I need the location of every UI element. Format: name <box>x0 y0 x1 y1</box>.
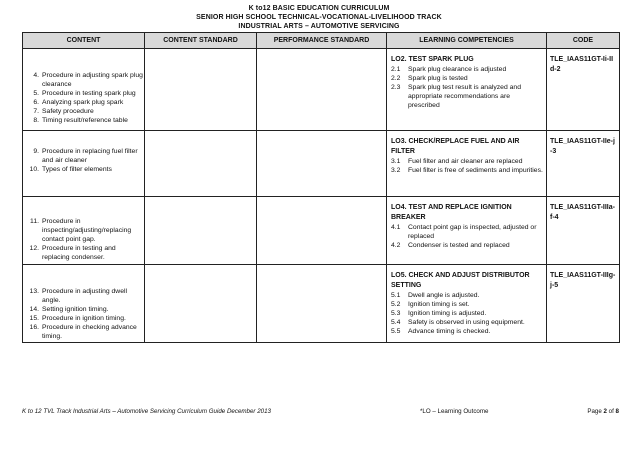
competency-text: Dwell angle is adjusted. <box>408 292 480 299</box>
performance-standard-cell <box>257 131 387 197</box>
header-line-3: INDUSTRIAL ARTS – AUTOMOTIVE SERVICING <box>238 23 400 30</box>
page-total: 8 <box>615 408 619 415</box>
learning-outcome-title: LO3. CHECK/REPLACE FUEL AND AIR FILTER <box>391 138 520 155</box>
learning-outcome-title: LO2. TEST SPARK PLUG <box>391 56 474 63</box>
list-item <box>23 89 144 98</box>
competency-number: 3.2 <box>391 167 401 174</box>
competency-text: Condenser is tested and replaced <box>408 242 510 249</box>
list-item-text: Procedure in testing spark plug <box>42 90 136 97</box>
content-cell <box>23 265 145 343</box>
list-item <box>23 116 144 125</box>
competency-code: TLE_IAAS11GT-Ii-IId-2 <box>550 56 614 73</box>
content-list <box>23 217 144 262</box>
competency-text: Advance timing is checked. <box>408 328 491 335</box>
competency-text: Spark plug clearance is adjusted <box>408 66 507 73</box>
page-of: of <box>606 408 616 415</box>
competency-code: TLE_IAAS11GT-IIe-j-3 <box>550 138 615 155</box>
competency-number: 4.1 <box>391 224 401 231</box>
header-line-1: K to12 BASIC EDUCATION CURRICULUM <box>248 5 390 12</box>
list-item-number: 10. <box>29 166 39 173</box>
list-item <box>23 107 144 116</box>
content-standard-cell <box>145 197 257 265</box>
competency-code: TLE_IAAS11GT-IIIg-j-5 <box>550 272 616 289</box>
header-line-2: SENIOR HIGH SCHOOL TECHNICAL-VOCATIONAL-LIVELIHOOD TRACK <box>196 14 442 21</box>
learning-competencies-cell <box>387 197 547 265</box>
performance-standard-cell <box>257 197 387 265</box>
page-current: 2 <box>603 408 607 415</box>
competency-text: Spark plug is tested <box>408 75 468 82</box>
list-item <box>23 287 144 305</box>
code-cell <box>547 131 620 197</box>
list-item <box>23 98 144 107</box>
list-item-number: 11. <box>30 218 39 225</box>
list-item-number: 5. <box>33 90 39 97</box>
competency-text: Fuel filter and air cleaner are replaced <box>408 158 523 165</box>
competency-item <box>391 223 543 241</box>
competency-code: TLE_IAAS11GT-IIIa-f-4 <box>550 204 615 221</box>
curriculum-table <box>22 32 620 343</box>
learning-outcome-title: LO4. TEST AND REPLACE IGNITION BREAKER <box>391 204 512 221</box>
list-item-text: Procedure in ignition timing. <box>42 315 126 322</box>
list-item <box>23 244 144 262</box>
competency-text: Contact point gap is inspected, adjusted or replaced <box>408 224 537 240</box>
learning-outcome-title: LO5. CHECK AND ADJUST DISTRIBUTOR SETTING <box>391 272 530 289</box>
code-cell <box>547 49 620 131</box>
list-item-text: Procedure in replacing fuel filter and air cleaner <box>42 148 138 164</box>
list-item-text: Procedure in adjusting spark plug clearance <box>42 72 143 88</box>
table-header-row <box>23 33 620 49</box>
table-row <box>23 49 620 131</box>
learning-competencies-cell <box>387 265 547 343</box>
list-item-text: Procedure in testing and replacing condenser. <box>42 245 116 261</box>
list-item-number: 6. <box>33 99 39 106</box>
list-item <box>23 165 144 174</box>
list-item-number: 16. <box>29 324 39 331</box>
competency-number: 3.1 <box>391 158 401 165</box>
competency-item <box>391 83 543 110</box>
competency-number: 5.1 <box>391 292 401 299</box>
competency-number: 2.1 <box>391 66 401 73</box>
col-header-content-standard: CONTENT STANDARD <box>145 33 257 49</box>
content-cell <box>23 131 145 197</box>
table-row <box>23 131 620 197</box>
competency-item <box>391 157 543 166</box>
list-item-number: 8. <box>33 117 39 124</box>
list-item <box>23 147 144 165</box>
list-item-text: Types of filter elements <box>42 166 112 173</box>
list-item-number: 13. <box>29 288 39 295</box>
col-header-code: CODE <box>547 33 620 49</box>
content-cell <box>23 49 145 131</box>
list-item <box>23 314 144 323</box>
competency-item <box>391 241 543 250</box>
competency-text: Ignition timing is adjusted. <box>408 310 487 317</box>
list-item <box>23 217 144 244</box>
competency-number: 5.5 <box>391 328 401 335</box>
competency-text: Safety is observed in using equipment. <box>408 319 525 326</box>
code-cell <box>547 197 620 265</box>
list-item-text: Procedure in checking advance timing. <box>42 324 137 340</box>
footer-page-number <box>587 408 619 415</box>
competency-text: Ignition timing is set. <box>408 301 470 308</box>
list-item-number: 4. <box>33 72 39 79</box>
list-item-text: Setting ignition timing. <box>42 306 109 313</box>
list-item-text: Analyzing spark plug spark <box>42 99 124 106</box>
competency-text: Fuel filter is free of sediments and impurities. <box>408 167 543 174</box>
col-header-learning-competencies: LEARNING COMPETENCIES <box>387 33 547 49</box>
code-cell <box>547 265 620 343</box>
document-header <box>0 4 638 31</box>
content-list <box>23 147 144 174</box>
list-item-number: 14. <box>29 306 39 313</box>
competency-item <box>391 318 543 327</box>
col-header-performance-standard: PERFORMANCE STANDARD <box>257 33 387 49</box>
content-cell <box>23 197 145 265</box>
list-item <box>23 323 144 341</box>
learning-competencies-cell <box>387 131 547 197</box>
content-standard-cell <box>145 49 257 131</box>
performance-standard-cell <box>257 49 387 131</box>
competency-item <box>391 65 543 74</box>
content-list <box>23 71 144 125</box>
list-item-number: 9. <box>33 148 39 155</box>
competency-item <box>391 166 543 175</box>
content-list <box>23 287 144 341</box>
competency-item <box>391 300 543 309</box>
list-item <box>23 71 144 89</box>
competency-number: 5.4 <box>391 319 401 326</box>
footer-lo-note: *LO – Learning Outcome <box>420 408 489 415</box>
list-item-text: Procedure in adjusting dwell angle. <box>42 288 128 304</box>
competency-item <box>391 74 543 83</box>
learning-competencies-cell <box>387 49 547 131</box>
competency-item <box>391 309 543 318</box>
list-item-number: 7. <box>33 108 39 115</box>
content-standard-cell <box>145 131 257 197</box>
performance-standard-cell <box>257 265 387 343</box>
competency-number: 5.2 <box>391 301 401 308</box>
col-header-content: CONTENT <box>23 33 145 49</box>
competency-text: Spark plug test result is analyzed and appropriate recommendations are prescribed <box>408 84 521 109</box>
list-item-text: Timing result/reference table <box>42 117 128 124</box>
table-row <box>23 197 620 265</box>
competency-item <box>391 327 543 336</box>
list-item-number: 12. <box>29 245 39 252</box>
competency-number: 4.2 <box>391 242 401 249</box>
content-standard-cell <box>145 265 257 343</box>
competency-number: 2.2 <box>391 75 401 82</box>
table-row <box>23 265 620 343</box>
list-item-text: Procedure in inspecting/adjusting/replacing contact point gap. <box>42 218 132 243</box>
competency-number: 5.3 <box>391 310 401 317</box>
list-item <box>23 305 144 314</box>
page-label: Page <box>587 408 604 415</box>
competency-item <box>391 291 543 300</box>
competency-number: 2.3 <box>391 84 401 91</box>
list-item-number: 15. <box>29 315 39 322</box>
list-item-text: Safety procedure <box>42 108 94 115</box>
footer-guide-title: K to 12 TVL Track Industrial Arts – Automotive Servicing Curriculum Guide December 2013 <box>22 408 271 415</box>
